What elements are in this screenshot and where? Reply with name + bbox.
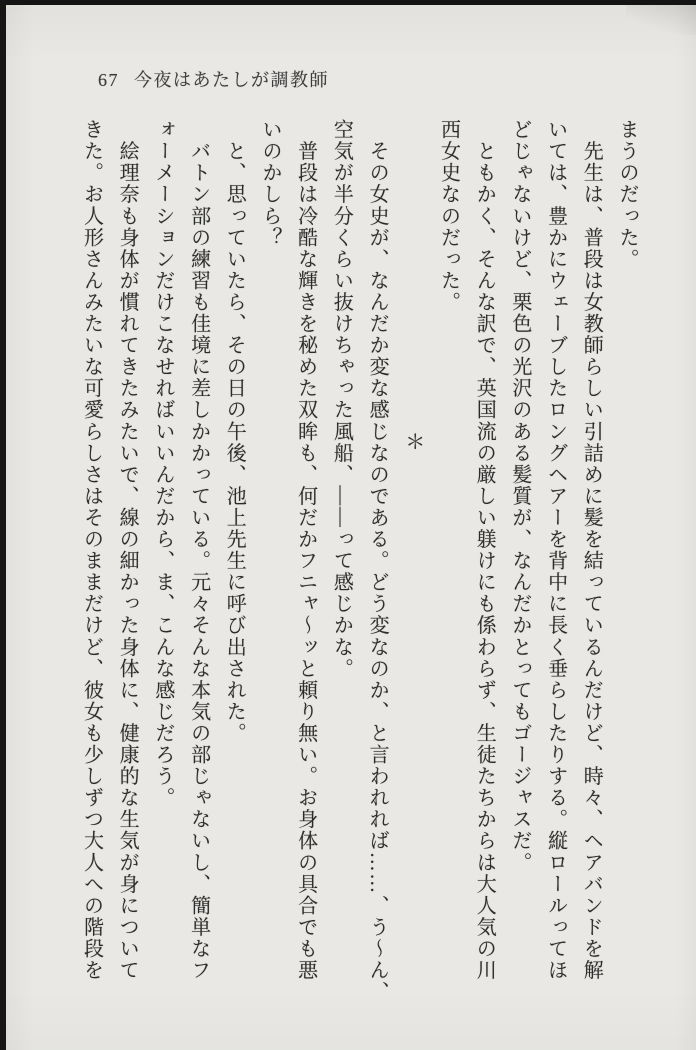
scan-shade-top-right [626, 5, 696, 35]
scan-edge-left [0, 0, 6, 1050]
text-line: まうのだった。 [616, 119, 638, 270]
text-line: 空気が半分くらい抜けちゃった風船、――って感じかな。 [330, 119, 353, 680]
text-line: バトン部の練習も佳境に差しかかっている。元々そんな本気の部じゃないし、簡単なフ [187, 119, 210, 981]
scan-edge-top [0, 0, 696, 5]
vertical-text-block [72, 119, 644, 1011]
running-head [98, 66, 329, 92]
text-line: 絵理奈も身体が慣れてきたみたいで、線の細かった身体に、健康的な生気が身について [116, 119, 139, 981]
text-line: 先生は、普段は女教師らしい引詰めに髪を結っているんだけど、時々、ヘアバンドを解 [580, 119, 603, 981]
text-line: どじゃないけど、栗色の光沢のある髪質が、なんだかとってもゴージャスだ。 [508, 119, 531, 874]
text-line: いのかしら？ [258, 119, 281, 249]
text-line: 西女史なのだった。 [437, 119, 460, 313]
text-line: ォーメーションだけこなせればいいんだから、ま、こんな感じだろう。 [151, 119, 174, 809]
text-line: いては、豊かにウェーブしたロングヘアーを背中に長く垂らしたりする。縦ロールってほ [544, 119, 567, 981]
section-divider: ＊ [401, 431, 424, 453]
text-line: と、思っていたら、その日の午後、池上先生に呼び出された。 [223, 119, 246, 744]
text-line: ともかく、そんな訳で、英国流の厳しい躾けにも係わらず、生徒たちからは大人気の川 [473, 119, 496, 981]
text-line: きた。お人形さんみたいな可愛らしさはそのままだけど、彼女も少しずつ大人への階段を [80, 119, 103, 981]
chapter-title: 今夜はあたしが調教師 [134, 70, 329, 90]
text-line: 普段は冷酷な輝きを秘めた双眸も、何だかフニャ～ッと頼り無い。お身体の具合でも悪 [294, 119, 317, 981]
page-number: 67 [98, 70, 119, 90]
text-line: その女史が、なんだか変な感じなのである。どう変なのか、と言われれば……、う～ん、 [366, 119, 389, 1003]
